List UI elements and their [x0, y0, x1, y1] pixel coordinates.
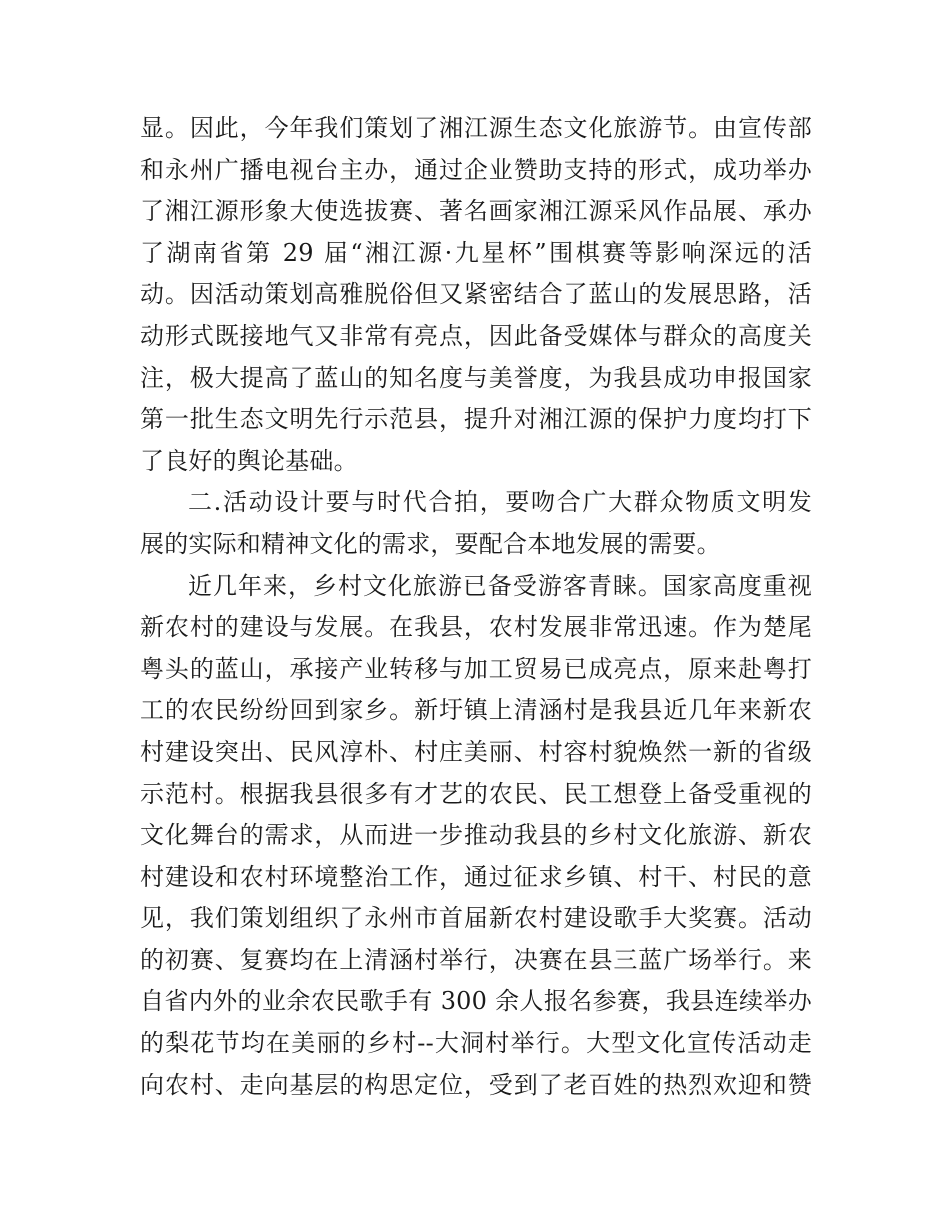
- text-line: 村建设突出、民风淳朴、村庄美丽、村容村貌焕然一新的省级: [140, 737, 812, 766]
- text-line: 了良好的舆论基础。: [140, 446, 358, 475]
- text-line: 工的农民纷纷回到家乡。新圩镇上清涵村是我县近几年来新农: [140, 696, 812, 725]
- text-line: 第一批生态文明先行示范县，提升对湘江源的保护力度均打下: [140, 405, 812, 434]
- text-line: 动形式既接地气又非常有亮点，因此备受媒体与群众的高度关: [140, 321, 812, 350]
- text-line: 近几年来，乡村文化旅游已备受游客青睐。国家高度重视: [188, 571, 812, 600]
- text-line: 的初赛、复赛均在上清涵村举行，决赛在县三蓝广场举行。来: [140, 945, 812, 974]
- text-line: 自省内外的业余农民歌手有 300 余人报名参赛，我县连续举办: [140, 987, 812, 1016]
- text-line: 和永州广播电视台主办，通过企业赞助支持的形式，成功举办: [140, 155, 812, 184]
- section-heading-line: 二.活动设计要与时代合拍，要吻合广大群众物质文明发: [188, 488, 812, 517]
- text-line: 文化舞台的需求，从而进一步推动我县的乡村文化旅游、新农: [140, 821, 812, 850]
- text-line: 示范村。根据我县很多有才艺的农民、民工想登上备受重视的: [140, 779, 812, 808]
- text-line: 了湘江源形象大使选拔赛、著名画家湘江源采风作品展、承办: [140, 197, 812, 226]
- text-line: 村建设和农村环境整治工作，通过征求乡镇、村干、村民的意: [140, 862, 812, 891]
- text-line: 新农村的建设与发展。在我县，农村发展非常迅速。作为楚尾: [140, 613, 812, 642]
- text-line: 动。因活动策划高雅脱俗但又紧密结合了蓝山的发展思路，活: [140, 280, 812, 309]
- body-text: [140, 108, 812, 1106]
- text-line: 显。因此，今年我们策划了湘江源生态文化旅游节。由宣传部: [140, 114, 812, 142]
- section-heading-line: 展的实际和精神文化的需求，要配合本地发展的需要。: [140, 529, 721, 558]
- text-line: 粤头的蓝山，承接产业转移与加工贸易已成亮点，原来赴粤打: [140, 654, 812, 683]
- text-line: 见，我们策划组织了永州市首届新农村建设歌手大奖赛。活动: [140, 904, 812, 933]
- text-line: 注，极大提高了蓝山的知名度与美誉度，为我县成功申报国家: [140, 363, 812, 392]
- text-line: 了湖南省第 29 届“湘江源·九星杯”围棋赛等影响深远的活: [140, 238, 812, 267]
- text-line: 的梨花节均在美丽的乡村--大洞村举行。大型文化宣传活动走: [140, 1029, 812, 1058]
- text-line: 向农村、走向基层的构思定位，受到了老百姓的热烈欢迎和赞: [140, 1070, 812, 1099]
